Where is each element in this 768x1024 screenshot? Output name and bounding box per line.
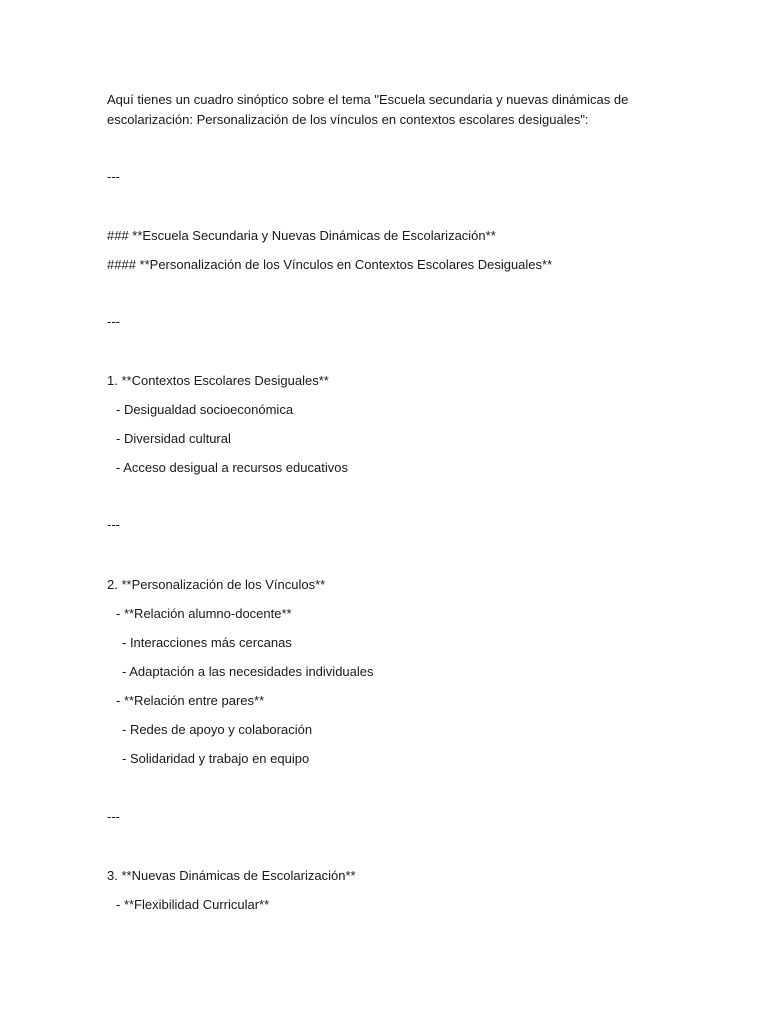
separator: --- (107, 314, 120, 329)
separator: --- (107, 517, 120, 532)
list-item: - Diversidad cultural (116, 431, 231, 446)
separator: --- (107, 169, 120, 184)
subsection-title-alumno-docente: - **Relación alumno-docente** (116, 606, 292, 621)
list-item: - Acceso desigual a recursos educativos (116, 460, 348, 475)
section-title-contextos: 1. **Contextos Escolares Desiguales** (107, 373, 329, 388)
list-item: - Desigualdad socioeconómica (116, 402, 294, 417)
main-heading: ### **Escuela Secundaria y Nuevas Dinámicas de Escolarización** (107, 228, 496, 243)
intro-paragraph: Aquí tienes un cuadro sinóptico sobre el tema "Escuela secundaria y nuevas dinámicas de escolarización: Personalización de los vínculos en contextos escolares desiguales": (107, 92, 629, 127)
list-item: - Redes de apoyo y colaboración (122, 722, 313, 737)
list-item: - Solidaridad y trabajo en equipo (122, 751, 310, 766)
section-title-dinamicas: 3. **Nuevas Dinámicas de Escolarización** (107, 868, 356, 883)
subsection-title-pares: - **Relación entre pares** (116, 693, 265, 708)
separator: --- (107, 809, 120, 824)
list-item: - Interacciones más cercanas (122, 635, 292, 650)
sub-heading: #### **Personalización de los Vínculos en Contextos Escolares Desiguales** (107, 257, 553, 272)
list-item: - Adaptación a las necesidades individuales (122, 664, 374, 679)
subsection-title-flexibilidad: - **Flexibilidad Curricular** (116, 897, 270, 912)
section-title-personalizacion: 2. **Personalización de los Vínculos** (107, 577, 326, 592)
